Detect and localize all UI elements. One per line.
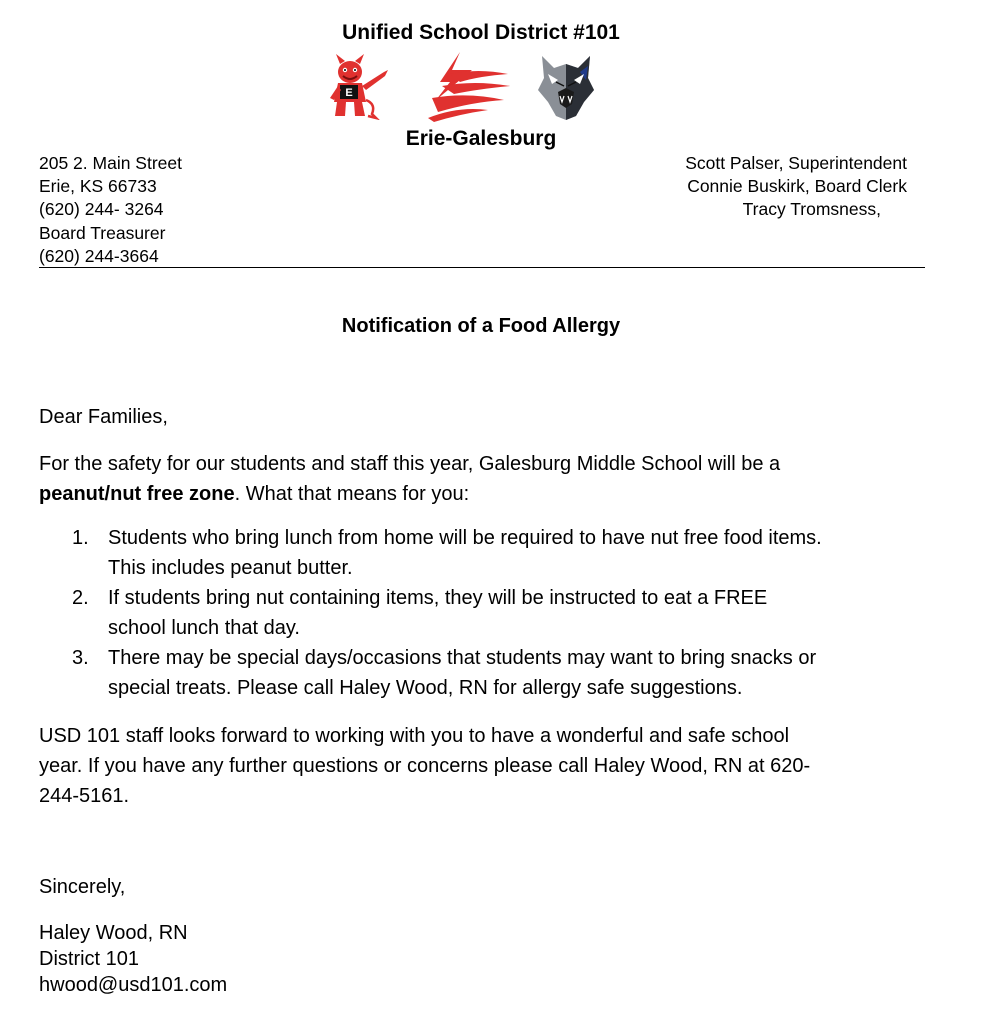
red-swoosh-logo-icon [428,52,512,122]
district-title: Unified School District #101 [342,21,620,44]
list-number: 3. [72,647,89,669]
salutation: Dear Families, [39,406,168,428]
list-item-line: There may be special days/occasions that students may want to bring snacks or [108,647,817,669]
address-line: (620) 244-3664 [39,245,159,266]
signature-email: hwood@usd101.com [39,974,228,996]
school-name: Erie-Galesburg [405,127,557,150]
district-address [39,152,182,268]
official-line: Tracy Tromsness, [742,199,881,220]
signature-block [39,920,227,998]
district-officials [685,152,907,222]
intro-rest: . What that means for you: [234,483,470,505]
official-line: Connie Buskirk, Board Clerk [687,176,907,197]
intro-line: For the safety for our students and staff this year, Galesburg Middle School will be a [39,453,781,475]
closing-paragraph [39,721,810,811]
address-line: Erie, KS 66733 [39,176,157,197]
red-devil-logo-icon [328,52,392,120]
sign-off: Sincerely, [39,876,126,898]
intro-line [39,479,780,509]
address-line: (620) 244- 3264 [39,199,164,220]
nut-free-zone-emphasis: peanut/nut free zone [39,483,235,505]
list-item [72,643,932,703]
list-item-line: school lunch that day. [108,617,300,639]
list-item-line: special treats. Please call Haley Wood, RN for allergy safe suggestions. [108,677,743,699]
closing-line: year. If you have any further questions or concerns please call Haley Wood, RN at 620- [39,755,811,777]
signature-name: Haley Wood, RN [39,922,188,944]
list-number: 1. [72,527,89,549]
wolf-logo-icon [536,52,596,120]
header-divider [39,267,925,268]
signature-district: District 101 [39,948,140,970]
list-item-line: Students who bring lunch from home will be required to have nut free food items. [108,527,822,549]
address-line: 205 2. Main Street [39,153,182,173]
letter-title: Notification of a Food Allergy [341,315,621,337]
devil-badge-letter: E [345,87,353,99]
logo-row [328,52,598,122]
official-line: Scott Palser, Superintendent [685,153,907,173]
list-item [72,583,932,643]
closing-line: 244-5161. [39,785,130,807]
intro-paragraph [39,449,780,509]
list-item [72,523,932,583]
closing-line: USD 101 staff looks forward to working with you to have a wonderful and safe school [39,725,790,747]
address-line: Board Treasurer [39,222,166,243]
list-item-line: This includes peanut butter. [108,557,353,579]
list-item-line: If students bring nut containing items, they will be instructed to eat a FREE [108,587,768,609]
list-number: 2. [72,587,89,609]
rules-list [72,523,932,703]
